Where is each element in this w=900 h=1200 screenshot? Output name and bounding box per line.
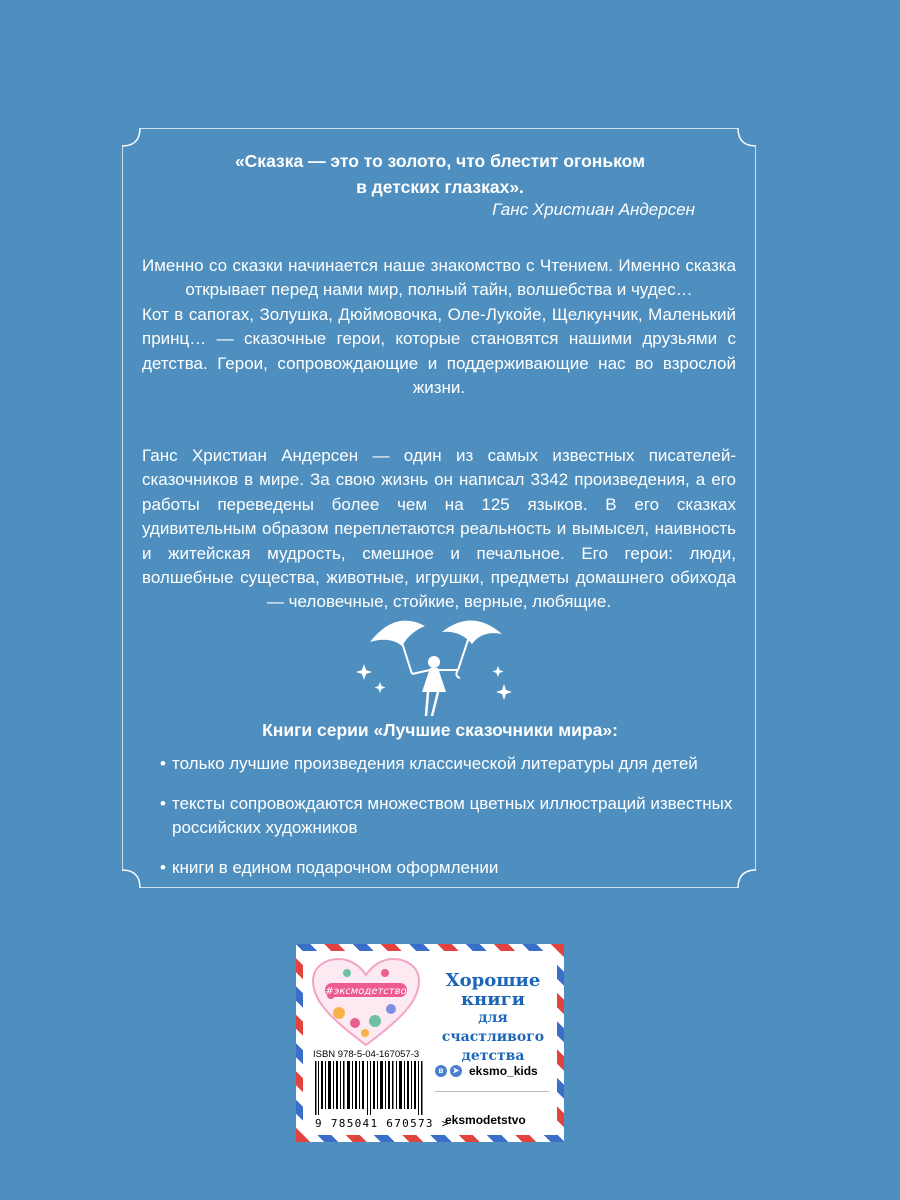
social-links (435, 1064, 538, 1078)
website-label[interactable]: eksmodetstvo (445, 1113, 526, 1127)
slogan-line-4: детства (461, 1048, 525, 1064)
telegram-icon[interactable]: ➤ (450, 1065, 462, 1077)
barcode (313, 1061, 425, 1115)
slogan-line-2: книги (461, 989, 525, 1010)
author-paragraph (142, 444, 736, 615)
feature-item: • книги в едином подарочном оформлении (160, 856, 750, 880)
vk-icon[interactable]: в (435, 1065, 447, 1077)
publisher-card (296, 944, 564, 1142)
feature-item: • тексты сопровождаются множеством цветных иллюстраций известных российских художников (160, 792, 750, 840)
intro-paragraph-part-2: Кот в сапогах, Золушка, Дюймовочка, Оле-Лукойе, Щелкунчик, Маленький принц… — сказочные герои, которые становятся нашими друзьями с детства. Герои, сопровождающие и поддерживающие нас во взрослой жизни. (142, 304, 736, 398)
quote-line-1: «Сказка — это то золото, что блестит огоньком (234, 151, 646, 171)
feature-item: • только лучшие произведения классической литературы для детей (160, 752, 750, 776)
slogan-line-3: для счастливого (441, 1010, 545, 1045)
umbrella-girl-emblem (350, 612, 530, 727)
hashtag-label: #эксмодетство (325, 986, 407, 997)
heart-logo (311, 957, 421, 1054)
slogan (429, 971, 557, 1066)
author-paragraph-text: Ганс Христиан Андерсен — один из самых известных писателей-сказочников в мире. За свою жизнь он написал 3342 произведения, а его работы переведены более чем на 125 языков. В его сказках удивительным образом переплетаются реальность и вымысел, наивность и житейская мудрость, смешное и печальное. Его герои: люди, волшебные существа, животные, игрушки, предметы домашнего обихода — человечные, стойкие, верные, любящие. (142, 446, 736, 612)
quote-line-2: в детских глазках». (356, 177, 524, 197)
slogan-line-1: Хорошие (445, 970, 541, 991)
epigraph-quote (150, 148, 730, 200)
series-title: Книги серии «Лучшие сказочники мира»: (262, 720, 618, 740)
intro-paragraph (142, 254, 736, 400)
social-handle[interactable]: eksmo_kids (469, 1064, 538, 1078)
quote-author: Ганс Христиан Андерсен (492, 200, 695, 219)
barcode-number: 9 785041 670573 > (315, 1117, 450, 1130)
card-divider (435, 1091, 549, 1092)
intro-paragraph-part-1: Именно со сказки начинается наше знакомство с Чтением. Именно сказка открывает перед нами мир, полный тайн, волшебства и чудес… (142, 256, 736, 300)
series-features-list (160, 752, 750, 896)
isbn-label: ISBN 978-5-04-167057-3 (313, 1049, 420, 1060)
